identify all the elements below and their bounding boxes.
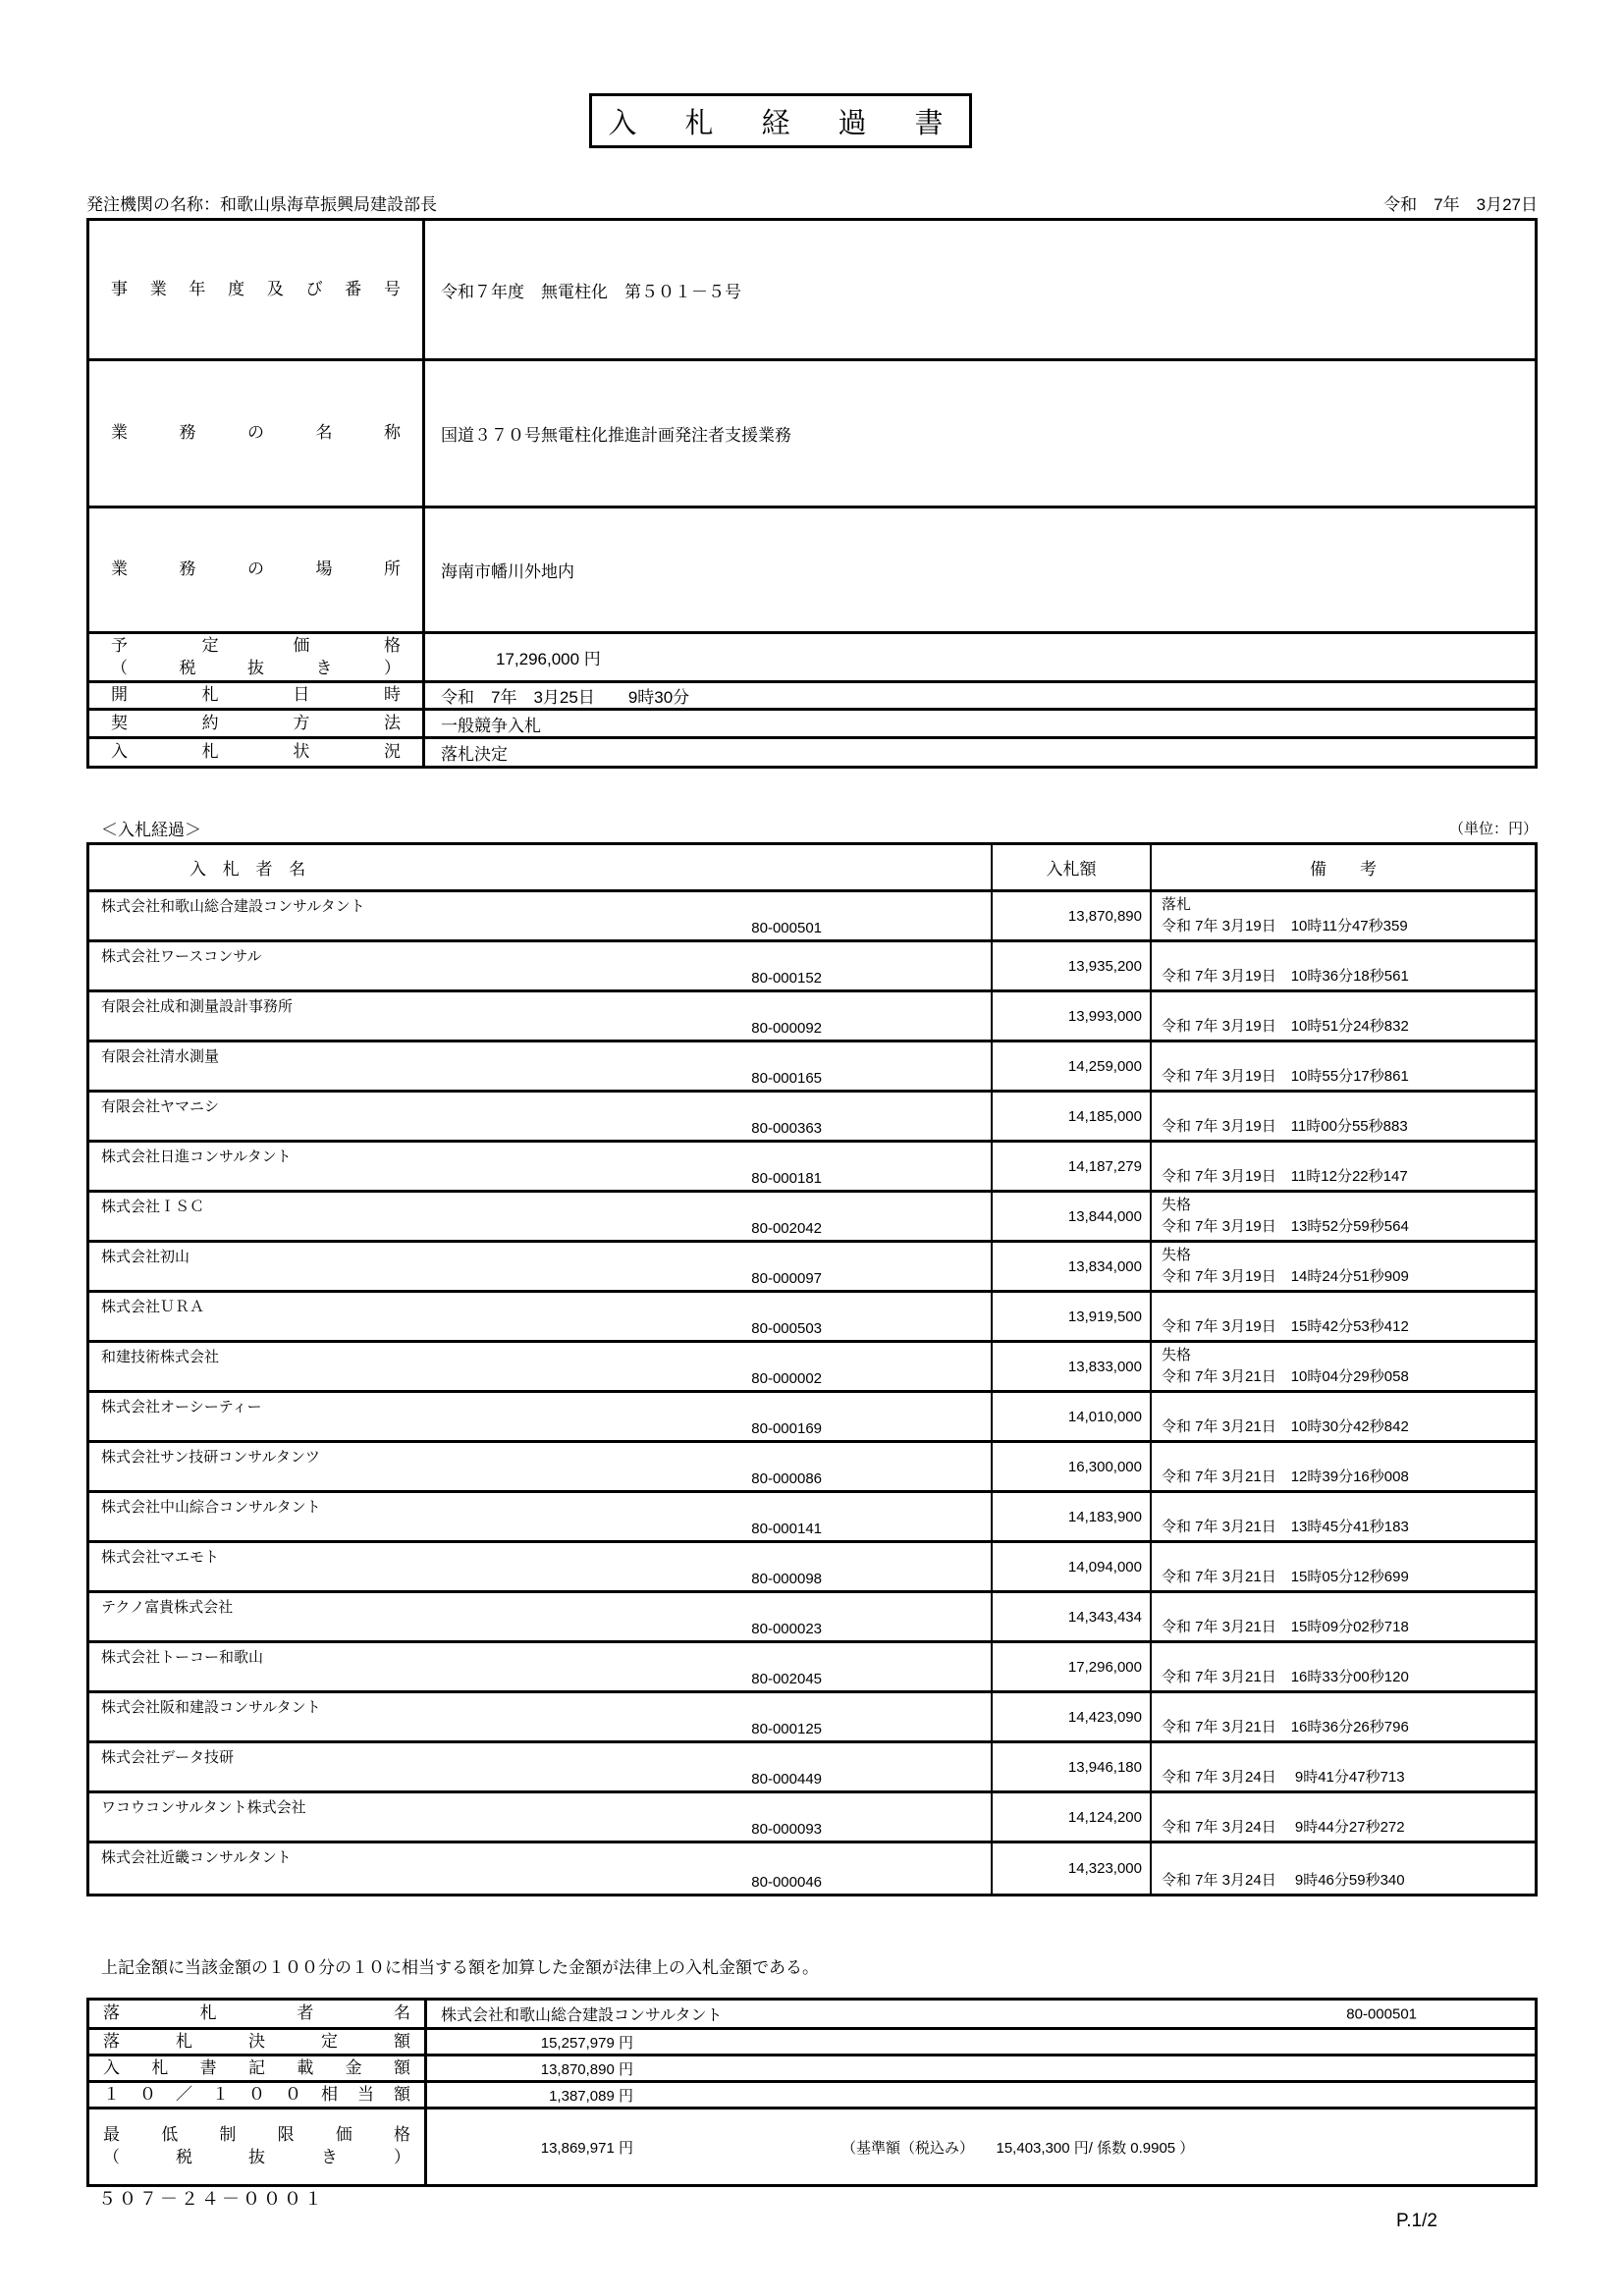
bidder-name: 有限会社ヤマニシ <box>101 1098 220 1115</box>
bidder-code: 80-000046 <box>751 1874 822 1891</box>
bid-row-remarks-cell <box>1152 1193 1535 1243</box>
bid-row-remarks-cell <box>1152 1393 1535 1443</box>
bidder-code: 80-000501 <box>751 920 822 936</box>
bid-section-heading: ＜入札経過＞ <box>101 821 201 839</box>
bidder-code: 80-000125 <box>751 1721 822 1737</box>
bid-row-bidder-cell <box>89 1243 993 1293</box>
page-number: P.1/2 <box>1396 2211 1437 2231</box>
award-row-label <box>89 2030 427 2056</box>
bid-row-remarks-cell <box>1152 1843 1535 1894</box>
document-title-box <box>589 93 972 148</box>
bid-datetime: 令和 7年 3月21日 15時09分02秒718 <box>1162 1619 1409 1635</box>
bid-row-remarks-cell <box>1152 1093 1535 1143</box>
bid-row-amount: 14,423,090 <box>993 1693 1152 1743</box>
bidder-name: 株式会社マエモト <box>101 1549 220 1566</box>
label-line: 落 札 決 定 額 <box>103 2031 410 2051</box>
bidder-code: 80-002045 <box>751 1671 822 1687</box>
label-line: 最 低 制 限 価 格 <box>103 2125 410 2145</box>
bid-table-header-amount: 入札額 <box>993 845 1152 892</box>
bid-row-amount: 13,935,200 <box>993 942 1152 992</box>
bidder-code: 80-000086 <box>751 1470 822 1487</box>
bid-datetime: 令和 7年 3月19日 10時55分17秒861 <box>1162 1068 1409 1085</box>
document-code: ５０７－２４－０００１ <box>98 2189 325 2209</box>
bid-row-amount: 14,094,000 <box>993 1543 1152 1593</box>
bid-row-bidder-cell <box>89 1643 993 1693</box>
label-line: 業 務 の 場 所 <box>111 560 401 579</box>
award-row-label <box>89 2001 427 2030</box>
award-amount: 15,257,979 円 <box>540 2034 633 2052</box>
bid-datetime: 令和 7年 3月21日 12時39分16秒008 <box>1162 1468 1409 1485</box>
bid-row-bidder-cell <box>89 1143 993 1193</box>
bid-row-amount: 14,183,900 <box>993 1493 1152 1543</box>
bidder-code: 80-000023 <box>751 1621 822 1637</box>
bid-row-remarks-cell <box>1152 1042 1535 1093</box>
bid-row-amount: 14,187,279 <box>993 1143 1152 1193</box>
bidder-code: 80-000503 <box>751 1320 822 1337</box>
bidder-name: 株式会社データ技研 <box>101 1749 235 1766</box>
award-row-label <box>89 2109 427 2184</box>
label-line: 予 定 価 格 <box>111 635 401 655</box>
label-line: （ 税 抜 き ） <box>103 2148 410 2166</box>
bidder-name: 株式会社トーコー和歌山 <box>101 1649 264 1666</box>
award-row-label <box>89 2056 427 2083</box>
bid-row-amount: 13,993,000 <box>993 992 1152 1042</box>
bid-row-bidder-cell <box>89 1743 993 1793</box>
bid-table-header-remarks: 備 考 <box>1152 845 1535 892</box>
bidder-name: 和建技術株式会社 <box>101 1349 220 1365</box>
bidder-code: 80-000169 <box>751 1420 822 1437</box>
award-amount: 13,870,890 円 <box>540 2060 633 2078</box>
bid-row-amount: 14,343,434 <box>993 1593 1152 1643</box>
bid-row-remarks-cell <box>1152 1143 1535 1193</box>
bid-row-bidder-cell <box>89 1693 993 1743</box>
project-row-value: 国道３７０号無電柱化推進計画発注者支援業務 <box>425 361 1535 508</box>
bidder-name: 株式会社阪和建設コンサルタント <box>101 1699 321 1716</box>
project-row-value: 17,296,000 円 <box>425 634 1535 683</box>
bid-row-bidder-cell <box>89 1393 993 1443</box>
bid-row-bidder-cell <box>89 1493 993 1543</box>
bidder-name: 株式会社サン技研コンサルタンツ <box>101 1449 320 1466</box>
bid-row-remarks-cell <box>1152 1643 1535 1693</box>
award-winner-code: 80-000501 <box>1346 2005 1417 2022</box>
bid-row-bidder-cell <box>89 892 993 942</box>
bidder-code: 80-000165 <box>751 1070 822 1087</box>
award-summary-table <box>86 1998 1538 2187</box>
bid-row-amount: 13,946,180 <box>993 1743 1152 1793</box>
project-row-value: 一般競争入札 <box>425 711 1535 739</box>
bid-row-bidder-cell <box>89 1593 993 1643</box>
bid-result: 失格 <box>1162 1347 1192 1363</box>
bid-row-amount: 13,833,000 <box>993 1343 1152 1393</box>
bidder-name: 株式会社近畿コンサルタント <box>101 1849 292 1866</box>
bidder-name: 株式会社ＵＲＡ <box>101 1299 205 1315</box>
bid-result: 落札 <box>1162 896 1192 913</box>
award-winner-name: 株式会社和歌山総合建設コンサルタント <box>441 2007 723 2024</box>
bidder-name: 株式会社オーシーティー <box>101 1399 262 1415</box>
label-line: 開 札 日 時 <box>111 685 401 705</box>
bid-datetime: 令和 7年 3月19日 11時00分55秒883 <box>1162 1118 1408 1135</box>
bid-datetime: 令和 7年 3月24日 9時44分27秒272 <box>1162 1819 1405 1836</box>
award-row-value <box>427 2109 1535 2184</box>
bid-datetime: 令和 7年 3月19日 11時12分22秒147 <box>1162 1168 1408 1185</box>
document-date: 令和 7年 3月27日 <box>1383 195 1538 214</box>
award-row-value <box>427 2001 1535 2030</box>
project-row-label <box>89 711 425 739</box>
bid-row-amount: 13,870,890 <box>993 892 1152 942</box>
award-amount: 13,869,971 円 <box>540 2139 633 2157</box>
award-row-label <box>89 2083 427 2109</box>
label-line: 事 業 年 度 及 び 番 号 <box>111 279 401 298</box>
project-row-value: 令和 7年 3月25日 9時30分 <box>425 683 1535 711</box>
bid-datetime: 令和 7年 3月21日 13時45分41秒183 <box>1162 1519 1409 1535</box>
bid-table <box>86 842 1538 1896</box>
bid-datetime: 令和 7年 3月21日 16時33分00秒120 <box>1162 1669 1409 1685</box>
bid-datetime: 令和 7年 3月21日 10時04分29秒058 <box>1162 1368 1409 1385</box>
bid-row-bidder-cell <box>89 1093 993 1143</box>
bid-row-bidder-cell <box>89 1343 993 1393</box>
bid-datetime: 令和 7年 3月19日 15時42分53秒412 <box>1162 1318 1409 1335</box>
award-row-value <box>427 2056 1535 2083</box>
project-info-table <box>86 218 1538 769</box>
label-line: 入 札 状 況 <box>111 742 401 762</box>
bid-row-remarks-cell <box>1152 1743 1535 1793</box>
bidder-code: 80-000449 <box>751 1771 822 1788</box>
bidder-name: ワコウコンサルタント株式会社 <box>101 1799 306 1816</box>
bid-row-remarks-cell <box>1152 942 1535 992</box>
legal-amount-note: 上記金額に当該金額の１００分の１０に相当する額を加算した金額が法律上の入札金額である。 <box>101 1958 819 1977</box>
ordering-agency-label: 発注機関の名称：和歌山県海草振興局建設部長 <box>86 195 437 214</box>
bid-datetime: 令和 7年 3月24日 9時46分59秒340 <box>1162 1872 1405 1889</box>
bid-row-remarks-cell <box>1152 1493 1535 1543</box>
label-line: 落 札 者 名 <box>103 2003 410 2023</box>
bid-row-bidder-cell <box>89 1042 993 1093</box>
label-line: 契 約 方 法 <box>111 713 401 732</box>
bid-row-amount: 14,259,000 <box>993 1042 1152 1093</box>
bid-row-amount: 13,844,000 <box>993 1193 1152 1243</box>
document-title: 入 札 経 過 書 <box>608 107 953 139</box>
bid-row-remarks-cell <box>1152 1793 1535 1843</box>
bidder-code: 80-000002 <box>751 1370 822 1387</box>
label-line: （ 税 抜 き ） <box>111 658 401 677</box>
project-row-value: 令和７年度 無電柱化 第５０１－５号 <box>425 221 1535 361</box>
bid-row-remarks-cell <box>1152 992 1535 1042</box>
bid-row-amount: 14,124,200 <box>993 1793 1152 1843</box>
bid-row-bidder-cell <box>89 992 993 1042</box>
bid-datetime: 令和 7年 3月21日 10時30分42秒842 <box>1162 1418 1409 1435</box>
bid-datetime: 令和 7年 3月21日 16時36分26秒796 <box>1162 1719 1409 1735</box>
bid-row-bidder-cell <box>89 942 993 992</box>
bid-row-amount: 13,834,000 <box>993 1243 1152 1293</box>
bid-datetime: 令和 7年 3月24日 9時41分47秒713 <box>1162 1769 1405 1786</box>
bid-row-bidder-cell <box>89 1293 993 1343</box>
bidder-code: 80-000363 <box>751 1120 822 1137</box>
bid-row-bidder-cell <box>89 1793 993 1843</box>
bid-row-amount: 14,323,000 <box>993 1843 1152 1894</box>
bid-datetime: 令和 7年 3月21日 15時05分12秒699 <box>1162 1569 1409 1585</box>
bid-table-header-bidder: 入 札 者 名 <box>89 845 993 892</box>
bid-result: 失格 <box>1162 1197 1192 1213</box>
bid-row-amount: 14,185,000 <box>993 1093 1152 1143</box>
award-row-value <box>427 2083 1535 2109</box>
bid-result: 失格 <box>1162 1247 1192 1263</box>
unit-label: （単位：円） <box>1448 821 1538 837</box>
bidder-name: 株式会社和歌山総合建設コンサルタント <box>101 898 365 915</box>
bid-row-amount: 14,010,000 <box>993 1393 1152 1443</box>
bid-datetime: 令和 7年 3月19日 10時51分24秒832 <box>1162 1018 1409 1035</box>
bid-row-remarks-cell <box>1152 1343 1535 1393</box>
bidder-name: 株式会社日進コンサルタント <box>101 1148 292 1165</box>
project-row-value: 海南市幡川外地内 <box>425 508 1535 634</box>
bidder-code: 80-000152 <box>751 970 822 987</box>
bid-row-amount: 13,919,500 <box>993 1293 1152 1343</box>
bidder-code: 80-000181 <box>751 1170 822 1187</box>
bidder-code: 80-002042 <box>751 1220 822 1237</box>
bid-row-amount: 16,300,000 <box>993 1443 1152 1493</box>
bid-row-bidder-cell <box>89 1193 993 1243</box>
bid-datetime: 令和 7年 3月19日 10時36分18秒561 <box>1162 968 1409 985</box>
bidder-name: 株式会社ＩＳＣ <box>101 1199 205 1215</box>
bid-row-bidder-cell <box>89 1843 993 1894</box>
bidder-name: 株式会社中山綜合コンサルタント <box>101 1499 321 1516</box>
bid-row-remarks-cell <box>1152 1293 1535 1343</box>
project-row-label <box>89 739 425 766</box>
bid-row-remarks-cell <box>1152 1243 1535 1293</box>
bidder-code: 80-000092 <box>751 1020 822 1037</box>
bid-row-remarks-cell <box>1152 1543 1535 1593</box>
project-row-label <box>89 221 425 361</box>
bid-row-remarks-cell <box>1152 1443 1535 1493</box>
bid-row-remarks-cell <box>1152 1593 1535 1643</box>
bidder-code: 80-000141 <box>751 1521 822 1537</box>
base-price-note: （基準額（税込み） 15,403,300 円/ 係数 0.9905 ） <box>841 2139 1195 2157</box>
bid-row-bidder-cell <box>89 1443 993 1493</box>
bidder-name: 株式会社ワースコンサル <box>101 948 262 965</box>
bidder-name: 有限会社清水測量 <box>101 1048 220 1065</box>
label-line: １ ０ ／ １ ０ ０ 相 当 額 <box>103 2084 410 2104</box>
bidder-name: 株式会社初山 <box>101 1249 190 1265</box>
project-row-label <box>89 634 425 683</box>
bidder-name: 有限会社成和測量設計事務所 <box>101 998 294 1015</box>
label-line: 業 務 の 名 称 <box>111 423 401 443</box>
bid-row-bidder-cell <box>89 1543 993 1593</box>
bidder-code: 80-000093 <box>751 1821 822 1838</box>
bid-datetime: 令和 7年 3月19日 14時24分51秒909 <box>1162 1268 1409 1285</box>
bid-row-remarks-cell <box>1152 892 1535 942</box>
label-line: 入 札 書 記 載 金 額 <box>103 2057 410 2077</box>
project-row-label <box>89 508 425 634</box>
bidder-code: 80-000097 <box>751 1270 822 1287</box>
project-row-value: 落札決定 <box>441 745 508 764</box>
project-row-label <box>89 361 425 508</box>
bid-datetime: 令和 7年 3月19日 10時11分47秒359 <box>1162 918 1408 934</box>
bidder-code: 80-000098 <box>751 1571 822 1587</box>
bid-datetime: 令和 7年 3月19日 13時52分59秒564 <box>1162 1218 1409 1235</box>
bidder-name: テクノ富貴株式会社 <box>101 1599 234 1616</box>
bid-row-amount: 17,296,000 <box>993 1643 1152 1693</box>
award-amount: 1,387,089 円 <box>549 2087 633 2105</box>
award-row-value <box>427 2030 1535 2056</box>
project-row-label <box>89 683 425 711</box>
bid-row-remarks-cell <box>1152 1693 1535 1743</box>
